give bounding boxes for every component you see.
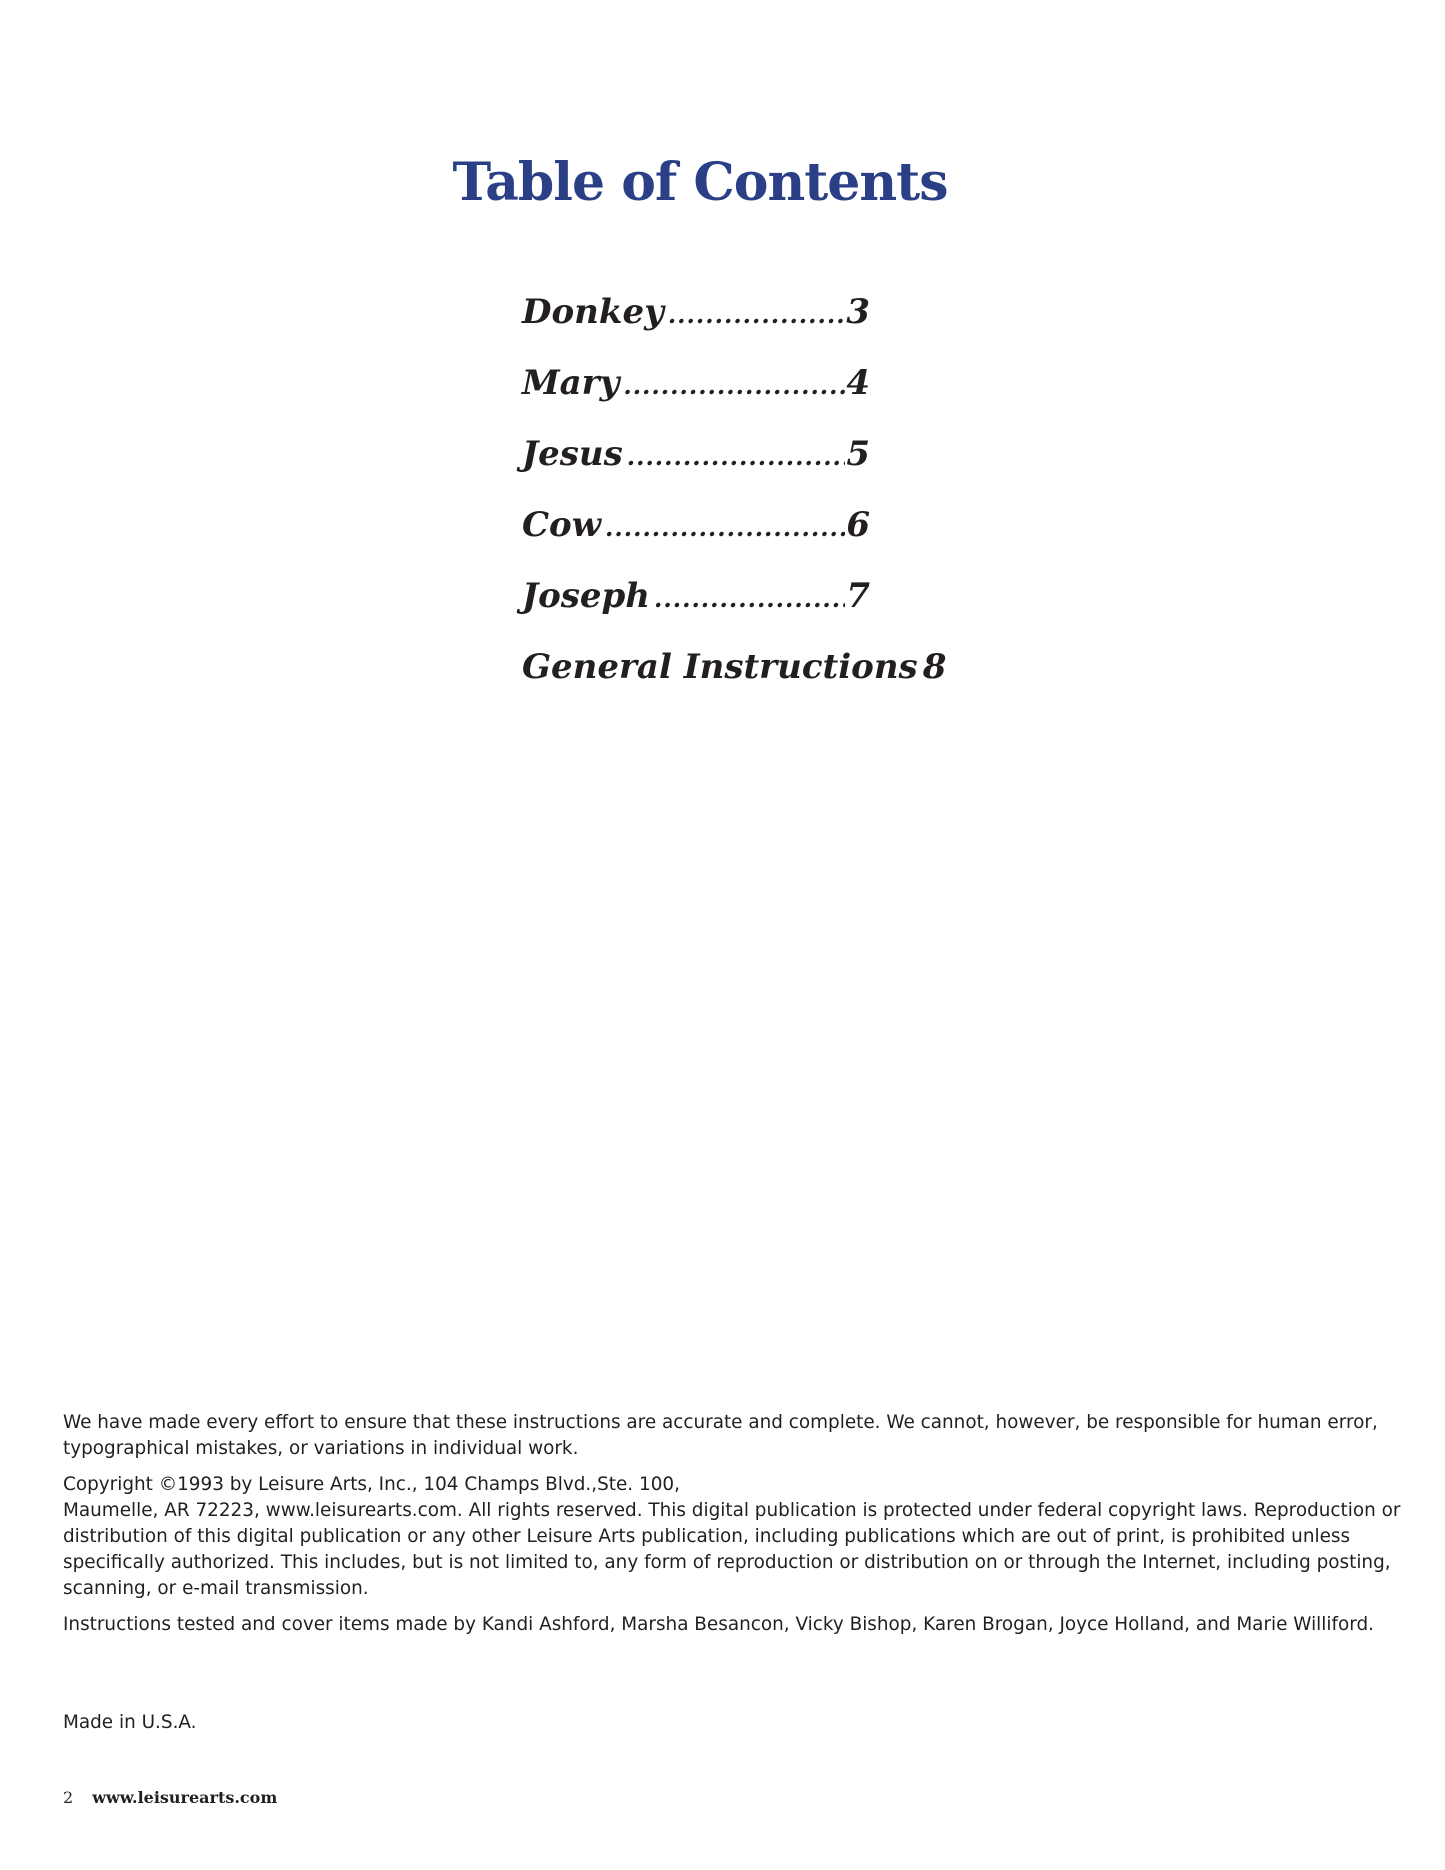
toc-entry-label: Donkey [522, 292, 664, 332]
toc-leader-dots [623, 371, 845, 400]
toc-entry-label: Jesus [522, 434, 623, 474]
toc-entry-label: Joseph [522, 576, 651, 616]
toc-entry-general-instructions[interactable] [522, 647, 947, 697]
toc-leader-dots [605, 513, 845, 542]
toc-leader-dots [627, 442, 846, 471]
toc-entry-page: 4 [846, 363, 870, 403]
page-footer [63, 1788, 277, 1807]
disclaimer-text: We have made every effort to ensure that these instructions are accurate and complete. We cannot, however, be responsible for human error, typographical mistakes, or variations in individual work. [63, 1412, 1378, 1459]
toc-entry-page: 5 [846, 434, 870, 474]
toc-entry-donkey[interactable] [522, 292, 870, 342]
toc-entry-page: 7 [846, 576, 870, 616]
page-title: Table of Contents [452, 152, 948, 213]
toc-entry-page: 3 [846, 292, 870, 332]
toc-entry-page: 8 [922, 647, 947, 687]
toc-entry-jesus[interactable] [522, 434, 870, 484]
copyright-text: Maumelle, AR 72223, www.leisurearts.com. All rights reserved. This digital publication is protected under federal copyright laws. Reproduction or distribution of this digital publication or any other Leisure Arts publication, including publications which are out of print, is prohibited unless specifically authorized. This includes, but is not limited to, any form of reproduction or distribution on or through the Internet, including posting, scanning, or e-mail transmission. [63, 1500, 1401, 1599]
toc-entry-label: Cow [522, 505, 602, 545]
page-number: 2 [63, 1788, 74, 1807]
made-in-text: Made in U.S.A. [63, 1712, 197, 1733]
toc-entry-label: Mary [522, 363, 620, 403]
toc-entry-joseph[interactable] [522, 576, 870, 626]
footer-website-link[interactable]: www.leisurearts.com [92, 1788, 278, 1807]
credits-text: Instructions tested and cover items made by Kandi Ashford, Marsha Besancon, Vicky Bishop, Karen Brogan, Joyce Holland, and Marie Williford. [63, 1614, 1374, 1635]
legal-notice [63, 1410, 1403, 1648]
toc-entry-mary[interactable] [522, 363, 870, 413]
copyright-notice [63, 1472, 1403, 1602]
toc-leader-dots [668, 300, 846, 329]
copyright-line: Copyright ©1993 by Leisure Arts, Inc., 104 Champs Blvd.,Ste. 100, [63, 1474, 680, 1495]
toc-leader-dots [654, 584, 845, 613]
toc-entry-page: 6 [846, 505, 870, 545]
toc-entry-cow[interactable] [522, 505, 870, 555]
toc-entry-label: General Instructions [522, 647, 918, 687]
